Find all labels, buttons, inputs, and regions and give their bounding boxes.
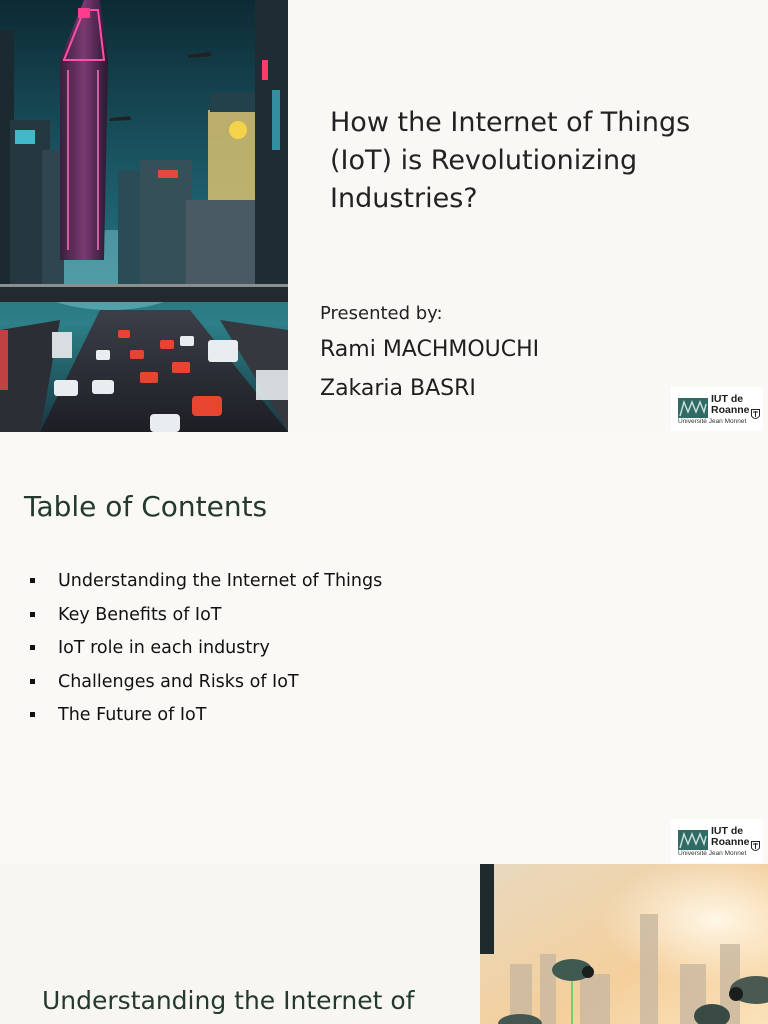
iut-roanne-logo — [671, 387, 763, 431]
logo-line-2: Roanne — [711, 836, 750, 848]
section-title: Understanding the Internet of — [42, 986, 415, 1015]
toc-item-label: IoT role in each industry — [58, 638, 270, 659]
toc-item-label: Key Benefits of IoT — [58, 604, 222, 625]
toc-item — [28, 701, 382, 735]
logo-line-1: IUT de — [711, 825, 744, 837]
logo-line-1: IUT de — [711, 393, 744, 405]
iut-logo-mark-icon — [678, 830, 708, 850]
toc-item — [28, 634, 382, 668]
logo-line-2: Roanne — [711, 404, 750, 416]
square-bullet-icon — [30, 578, 35, 583]
shield-icon — [751, 409, 760, 421]
square-bullet-icon — [30, 612, 35, 617]
toc-item-label: Challenges and Risks of IoT — [58, 671, 299, 692]
presented-by-label: Presented by: — [320, 303, 443, 324]
logo-line-3: Université Jean Monnet — [678, 850, 747, 857]
understanding-iot-slide — [0, 864, 768, 1024]
presentation-title: How the Internet of Things (IoT) is Revolutionizing Industries? — [330, 107, 691, 214]
iut-roanne-logo — [671, 819, 763, 863]
square-bullet-icon — [30, 679, 35, 684]
logo-line-3: Université Jean Monnet — [678, 418, 747, 425]
table-of-contents-slide — [0, 432, 768, 864]
iot-cameras-image — [480, 864, 768, 1024]
square-bullet-icon — [30, 645, 35, 650]
hero-city-image — [0, 0, 288, 432]
toc-item-label: The Future of IoT — [58, 705, 207, 726]
square-bullet-icon — [30, 712, 35, 717]
iut-logo-mark-icon — [678, 398, 708, 418]
toc-item — [28, 668, 382, 702]
author-name: Rami MACHMOUCHI — [320, 337, 540, 362]
toc-title: Table of Contents — [24, 490, 268, 523]
author-name: Zakaria BASRI — [320, 376, 476, 401]
toc-item — [28, 601, 382, 635]
shield-icon — [751, 841, 760, 853]
toc-item-label: Understanding the Internet of Things — [58, 571, 383, 591]
title-slide — [0, 0, 768, 432]
toc-list — [28, 567, 382, 735]
toc-item — [28, 567, 382, 601]
